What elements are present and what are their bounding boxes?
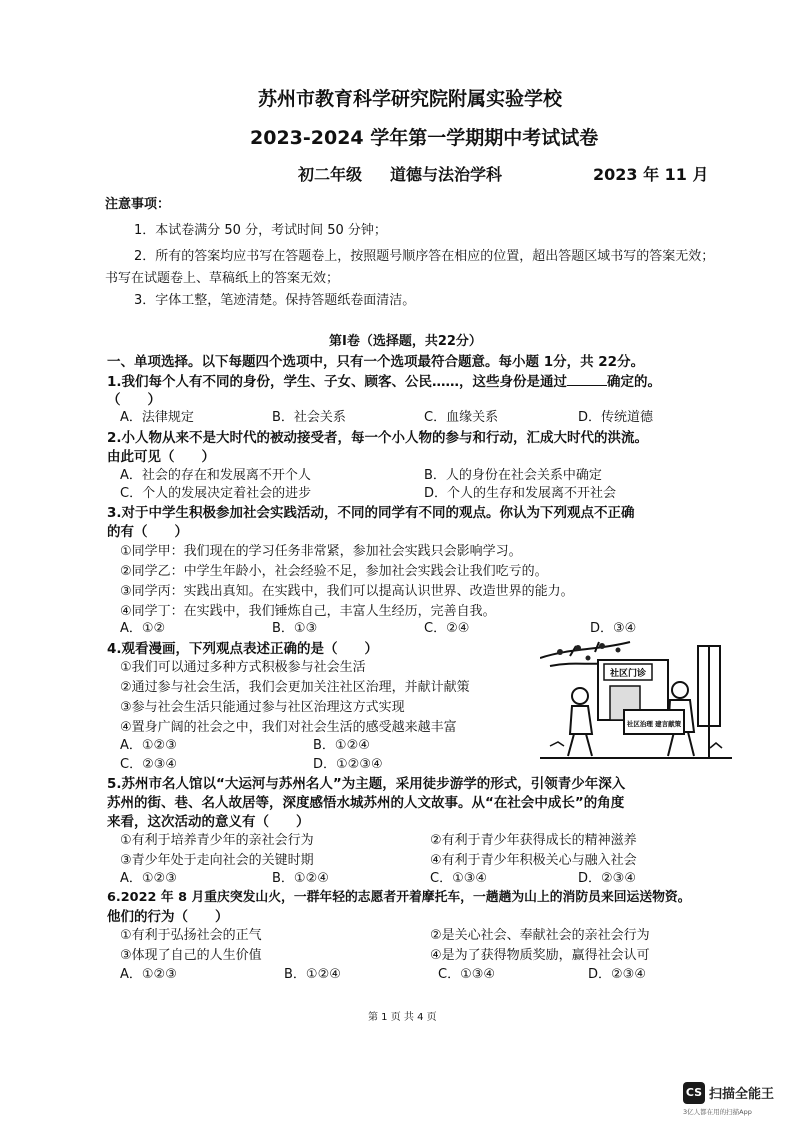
q4-option-a: A．①②③ [120,738,177,753]
note-item: 2．所有的答案均应书写在答题卷上，按照题号顺序答在相应的位置，超出答题区域书写的答案无效； [134,249,715,264]
q4-option-c: C．②③④ [120,757,178,772]
question-1-paren: （ ） [107,392,161,408]
q3-option-b: B．①③ [272,621,318,636]
q6-statement: ②是关心社会、奉献社会的亲社会行为 [430,928,650,943]
exam-title: 2023-2024 学年第一学期期中考试试卷 [250,127,599,149]
exam-date: 2023 年 11 月 [593,165,709,184]
note-item: 书写在试题卷上、草稿纸上的答案无效； [105,271,340,286]
q4-statement: ②通过参与社会生活，我们会更加关注社区治理，并献计献策 [120,680,470,695]
q3-option-a: A．①② [120,621,166,636]
question-2-stem-2: 由此可见（ ） [107,449,215,465]
q3-option-d: D．③④ [590,621,637,636]
school-title: 苏州市教育科学研究院附属实验学校 [258,88,563,110]
q5-statement: ④有利于青少年积极关心与融入社会 [430,853,637,868]
subject-label: 道德与法治学科 [390,165,503,184]
section-instruction: 一、单项选择。以下每题四个选项中，只有一个选项最符合题意。每小题 1分，共 22分。 [107,354,645,370]
q6-option-b: B．①②④ [284,967,341,982]
question-2-stem: 2.小人物从来不是大时代的被动接受者，每一个小人物的参与和行动，汇成大时代的洪流。 [107,430,649,446]
question-1-stem-a: 1.我们每个人有不同的身份，学生、子女、顾客、公民……，这些身份是通过 [107,374,568,390]
q6-option-c: C．①③④ [438,967,496,982]
note-item: 3．字体工整，笔迹清楚。保持答题纸卷面清洁。 [134,293,416,308]
q1-option-b: B．社会关系 [272,410,346,425]
question-3-stem: 3.对于中学生积极参加社会实践活动，不同的同学有不同的观点。你认为下列观点不正确 [107,505,635,521]
q4-option-b: B．①②④ [313,738,370,753]
scanner-app-logo: CS [683,1082,705,1104]
q5-option-a: A．①②③ [120,871,177,886]
notes-heading: 注意事项： [105,197,171,212]
q3-statement: ④同学丁：在实践中，我们锤炼自己，丰富人生经历，完善自我。 [120,604,496,619]
question-6-stem: 6.2022 年 8 月重庆突发山火，一群年轻的志愿者开着摩托车，一趟趟为山上的消防员来回运送物资。 [107,890,691,905]
scanner-app-tagline: 3亿人都在用的扫描App [683,1108,752,1116]
question-4-stem: 4.观看漫画，下列观点表述正确的是（ ） [107,641,379,657]
q1-option-c: C．血缘关系 [424,410,499,425]
q5-statement: ②有利于青少年获得成长的精神滋养 [430,833,637,848]
q6-option-d: D．②③④ [588,967,646,982]
page-number: 第 1 页 共 4 页 [368,1012,437,1023]
q4-option-d: D．①②③④ [313,757,383,772]
q2-option-c: C．个人的发展决定着社会的进步 [120,486,312,501]
q4-statement: ④置身广阔的社会之中，我们对社会生活的感受越来越丰富 [120,720,457,735]
q2-option-a: A．社会的存在和发展离不开个人 [120,468,311,483]
q4-statement: ①我们可以通过多种方式积极参与社会生活 [120,660,366,675]
q5-statement: ①有利于培养青少年的亲社会行为 [120,833,314,848]
scanner-app-name: 扫描全能王 [709,1087,775,1102]
q5-option-d: D．②③④ [578,871,636,886]
note-item: 1．本试卷满分 50 分，考试时间 50 分钟； [134,223,387,238]
question-5-stem: 5.苏州市名人馆以“大运河与苏州名人”为主题，采用徒步游学的形式，引领青少年深入 [107,776,626,792]
q5-option-c: C．①③④ [430,871,488,886]
q3-statement: ③同学丙：实践出真知。在实践中，我们可以提高认识世界、改造世界的能力。 [120,584,574,599]
q3-option-c: C．②④ [424,621,470,636]
question-5-stem-2: 苏州的街、巷、名人故居等，深度感悟水城苏州的人文故事。从“在社会中成长”的角度 [107,795,625,811]
q4-statement: ③参与社会生活只能通过参与社区治理这方式实现 [120,700,405,715]
question-3-stem-2: 的有（ ） [107,524,188,540]
cartoon-illustration [540,638,732,762]
q2-option-b: B．人的身份在社会关系中确定 [424,468,602,483]
section-title: 第Ⅰ卷（选择题，共22分） [329,334,482,349]
q3-statement: ②同学乙：中学生年龄小，社会经验不足，参加社会实践会让我们吃亏的。 [120,564,548,579]
grade-label: 初二年级 [298,165,363,184]
cartoon-banner-text: 社区治理 建言献策 [626,720,682,728]
question-5-stem-3: 来看，这次活动的意义有（ ） [107,814,310,830]
q6-option-a: A．①②③ [120,967,177,982]
q2-option-d: D．个人的生存和发展离不开社会 [424,486,617,501]
cartoon-sign-text: 社区门诊 [609,669,647,679]
q5-statement: ③青少年处于走向社会的关键时期 [120,853,314,868]
question-1-stem-b: 确定的。 [607,374,662,390]
q6-statement: ④是为了获得物质奖励，赢得社会认可 [430,948,650,963]
q5-option-b: B．①②④ [272,871,329,886]
q6-statement: ①有利于弘扬社会的正气 [120,928,262,943]
question-6-stem-2: 他们的行为（ ） [107,909,229,925]
q1-option-a: A．法律规定 [120,410,194,425]
answer-blank [567,374,607,386]
q1-option-d: D．传统道德 [578,410,654,425]
q6-statement: ③体现了自己的人生价值 [120,948,262,963]
q3-statement: ①同学甲：我们现在的学习任务非常紧，参加社会实践只会影响学习。 [120,544,522,559]
question-1-stem [107,370,661,390]
